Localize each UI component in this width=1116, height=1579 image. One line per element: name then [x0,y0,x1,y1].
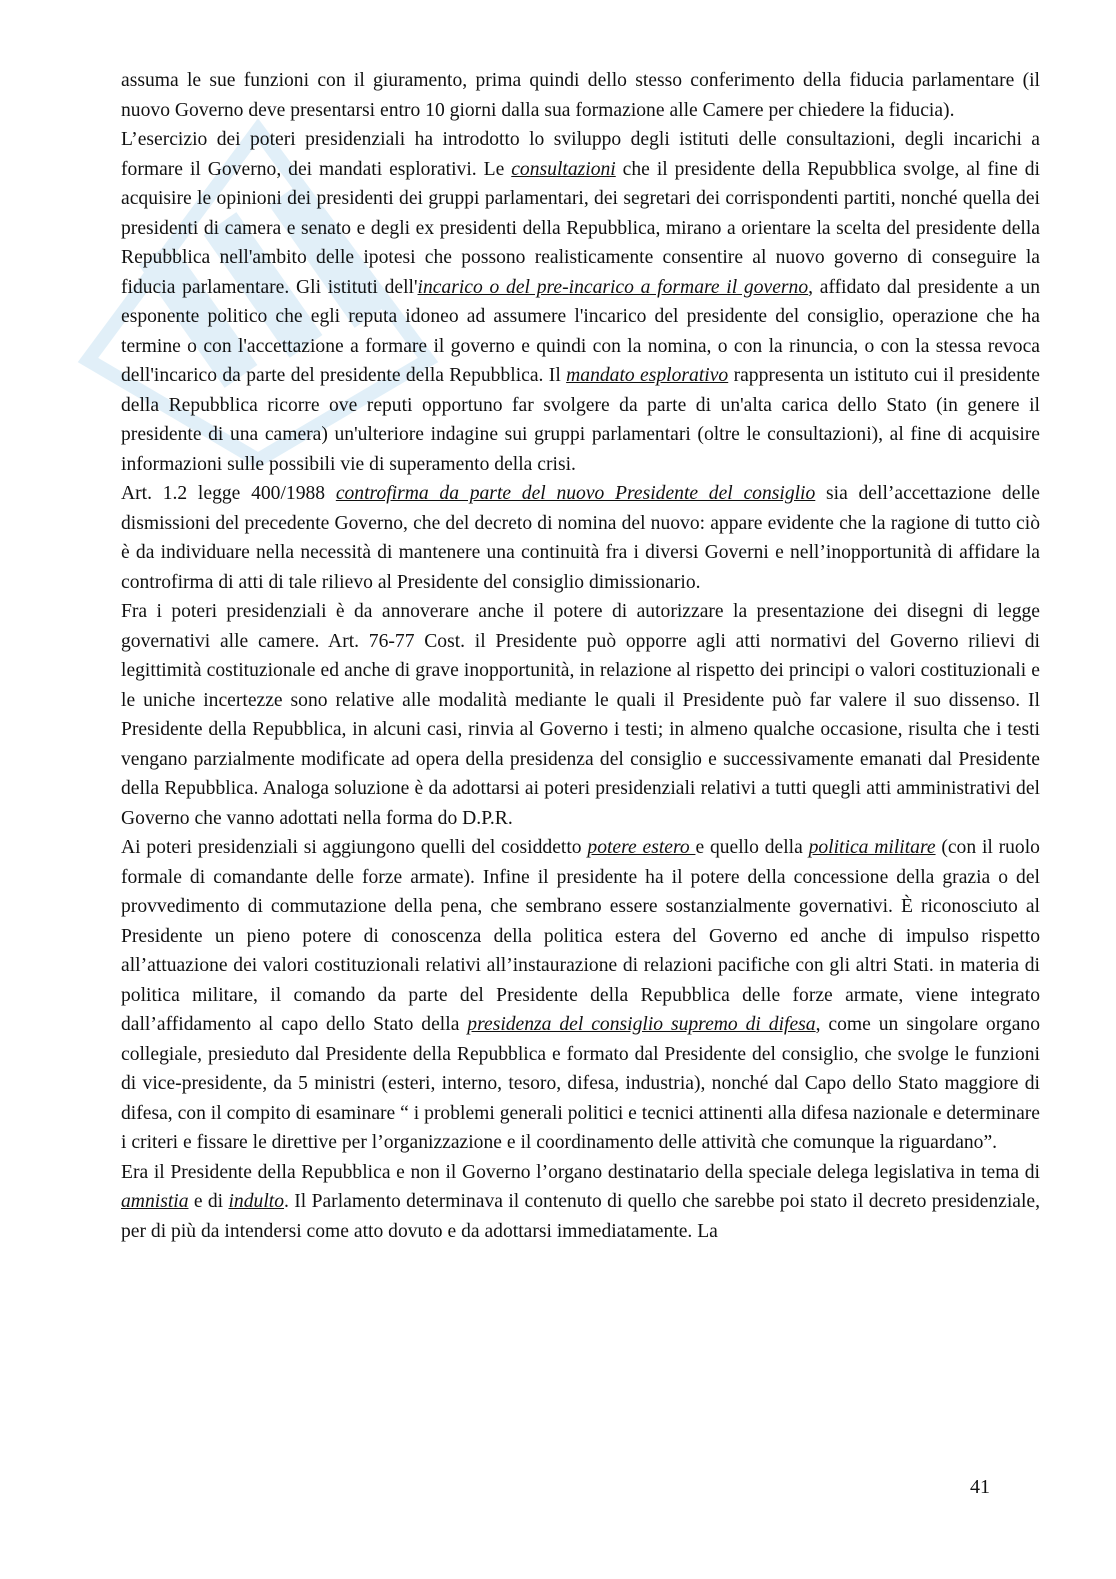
text-run: Era il Presidente della Repubblica e non il Governo l’organo destinatario della speciale delega legislativa in tema di [121,1161,1040,1183]
term-potere-estero: potere estero [587,837,696,858]
text-run: e di [188,1191,229,1212]
text-run: assuma le sue funzioni con il giuramento, prima quindi dello stesso conferimento della fiducia parlamentare (il nuovo Governo deve presentarsi entro 10 giorni dalla sua formazione alle Camere per chiedere la fiducia). [121,70,1040,121]
text-run: Ai poteri presidenziali si aggiungono quelli del cosiddetto [121,837,588,858]
term-indulto: indulto [228,1191,285,1212]
text-run: L’esercizio dei poteri presidenziali ha introdotto lo sviluppo degli istituti delle consultazioni, degli incarichi a formare il Governo, dei mandati esplorativi. Le [121,129,1040,180]
document-body [121,66,1040,1246]
paragraph-3 [121,479,1040,597]
text-run: . Il Parlamento determinava il contenuto di quello che sarebbe poi stato il decreto presidenziale, per di più da intendersi come atto dovuto e da adottarsi immediatamente. La [121,1191,1040,1242]
term-consultazioni: consultazioni [511,158,616,180]
text-run: Fra i poteri presidenziali è da annoverare anche il potere di autorizzare la presentazione dei disegni di legge governativi alle camere. Art. 76-77 Cost. il Presidente può opporre agli atti normativi del Governo rilievi di legittimità costituzionale ed anche di grave inopportunità, in relazione al rispetto dei principi o valori costituzionali e le uniche incertezze sono relative alle modalità mediante le quali il Presidente può far valere il suo dissenso. Il Presidente della Repubblica, in alcuni casi, rinvia al Governo i testi; in almeno qualche occasione, risulta che i testi vengano parzialmente modificate ad opera della presidenza del consiglio e successivamente emanati dal Presidente della Repubblica. Analoga soluzione è da adottarsi ai poteri presidenziali relativi a tutti quegli atti amministrativi del Governo che vanno adottati nella forma do D.P.R. [121,601,1040,829]
text-run: sia dell’accettazione delle dismissioni del precedente Governo, che del decreto di nomina del nuovo: appare evidente che la ragione di tutto ciò è da individuare nella necessità di mantenere una continuità fra i diversi Governi e nell’inopportunità di affidare la controfirma di atti di tale rilievo al Presidente del consiglio dimissionario. [121,483,1040,593]
term-consiglio-supremo-difesa: presidenza del consiglio supremo di difesa [467,1014,816,1035]
paragraph-6 [121,1158,1040,1247]
text-run: rappresenta un istituto cui il presidente della Repubblica ricorre ove reputi opportuno far svolgere da parte di un'alta carica dello Stato (in genere il presidente di una camera) un'ulteriore indagine sui gruppi parlamentari (oltre le consultazioni), al fine di acquisire informazioni sulle possibili vie di superamento della crisi. [121,365,1041,475]
paragraph-1 [121,66,1040,125]
term-mandato-esplorativo: mandato esplorativo [566,365,729,386]
text-run: e quello della [695,837,809,858]
text-run: Art. 1.2 legge 400/1988 [121,483,336,504]
paragraph-4 [121,597,1040,833]
paragraph-5 [121,833,1040,1158]
page-number: 41 [970,1476,990,1498]
text-run: che il presidente della Repubblica svolge, al fine di acquisire le opinioni dei presidenti dei gruppi parlamentari, dei segretari dei corrispondenti partiti, nonché quella dei presidenti di camera e senato e degli ex presidenti della Repubblica, mirano a orientare la scelta del presidente della Repubblica nell'ambito delle ipotesi che possono realisticamente consentire al nuovo governo di conseguire la fiducia parlamentare. Gli istituti dell' [121,158,1040,298]
text-run: , affidato dal presidente a un esponente politico che egli reputa idoneo ad assumere l'incarico del presidente del consiglio, operazione che ha termine o con l'accettazione a formare il governo e quindi con la nomina, o con la rinuncia, o con la stessa revoca dell'incarico da parte del presidente della Repubblica. Il [121,276,1040,386]
paragraph-2 [121,125,1040,479]
term-politica-militare: politica militare [808,837,936,858]
term-incarico: incarico o del pre-incarico a formare il governo [417,276,809,298]
text-run: (con il ruolo formale di comandante delle forze armate). Infine il presidente ha il potere della concessione della grazia o del provvedimento di commutazione della pena, che sembrano essere sostanzialmente governativi. È riconosciuto al Presidente un pieno potere di conoscenza della politica estera del Governo ed anche di impulso rispetto all’attuazione dei valori costituzionali relativi all’instaurazione di relazioni pacifiche con gli altri Stati. in materia di politica militare, il comando da parte del Presidente della Repubblica delle forze armate, viene integrato dall’affidamento al capo dello Stato della [121,837,1040,1035]
term-amnistia: amnistia [121,1191,189,1212]
text-run: , come un singolare organo collegiale, presieduto dal Presidente della Repubblica e formato dal Presidente del consiglio, che svolge le funzioni di vice-presidente, da 5 ministri (esteri, interno, tesoro, difesa, industria), nonché dal Capo dello Stato maggiore di difesa, con il compito di esaminare “ i problemi generali politici e tecnici attinenti alla difesa nazionale e determinare i criteri e fissare le direttive per l’organizzazione e il coordinamento delle attività che comunque la riguardano”. [121,1014,1040,1153]
term-controfirma: controfirma da parte del nuovo Presidente del consiglio [335,483,816,504]
